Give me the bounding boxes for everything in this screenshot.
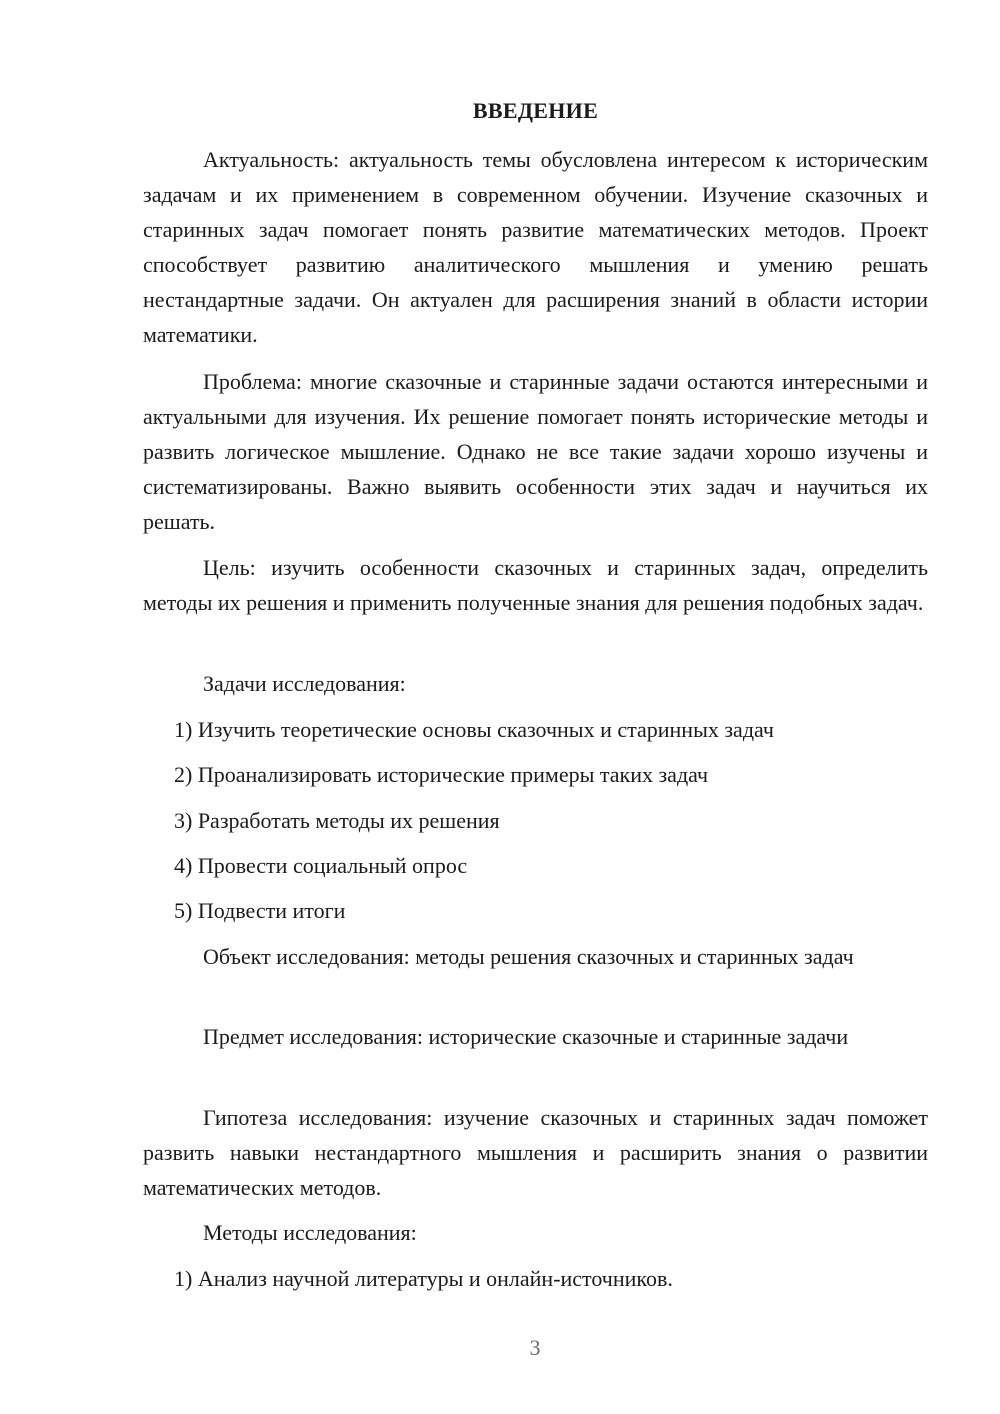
task-item: 1) Изучить теоретические основы сказочных и старинных задач [174,717,774,742]
relevance-paragraph: Актуальность: актуальность темы обусловлена интересом к историческим задачам и их применением в современном обучении. Изучение сказочных и старинных задач помогает понять развитие математических методов. Проект способствует развитию аналитического мышления и умению решать нестандартные задачи. Он актуален для расширения знаний в области истории математики. [143,147,928,347]
section-title: ВВЕДЕНИЕ [472,98,599,123]
methods-heading: Методы исследования: [203,1220,417,1245]
object-paragraph: Объект исследования: методы решения сказочных и старинных задач [203,944,854,969]
task-item: 4) Провести социальный опрос [174,853,468,878]
page-number: 3 [529,1335,541,1360]
subject-paragraph: Предмет исследования: исторические сказочные и старинные задачи [203,1024,849,1049]
goal-paragraph: Цель: изучить особенности сказочных и старинных задач, определить методы их решения и применить полученные знания для решения подобных задач. [143,555,928,615]
tasks-heading: Задачи исследования: [203,671,406,696]
task-item: 3) Разработать методы их решения [174,808,500,833]
task-item: 2) Проанализировать исторические примеры таких задач [174,762,709,787]
method-item: 1) Анализ научной литературы и онлайн-источников. [174,1266,673,1291]
task-item: 5) Подвести итоги [174,898,346,923]
problem-paragraph: Проблема: многие сказочные и старинные задачи остаются интересными и актуальными для изучения. Их решение помогает понять исторические методы и развить логическое мышление. Однако не все такие задачи хорошо изучены и систематизированы. Важно выявить особенности этих задач и научиться их решать. [143,369,928,534]
hypothesis-paragraph: Гипотеза исследования: изучение сказочных и старинных задач поможет развить навыки нестандартного мышления и расширить знания о развитии математических методов. [143,1105,928,1200]
